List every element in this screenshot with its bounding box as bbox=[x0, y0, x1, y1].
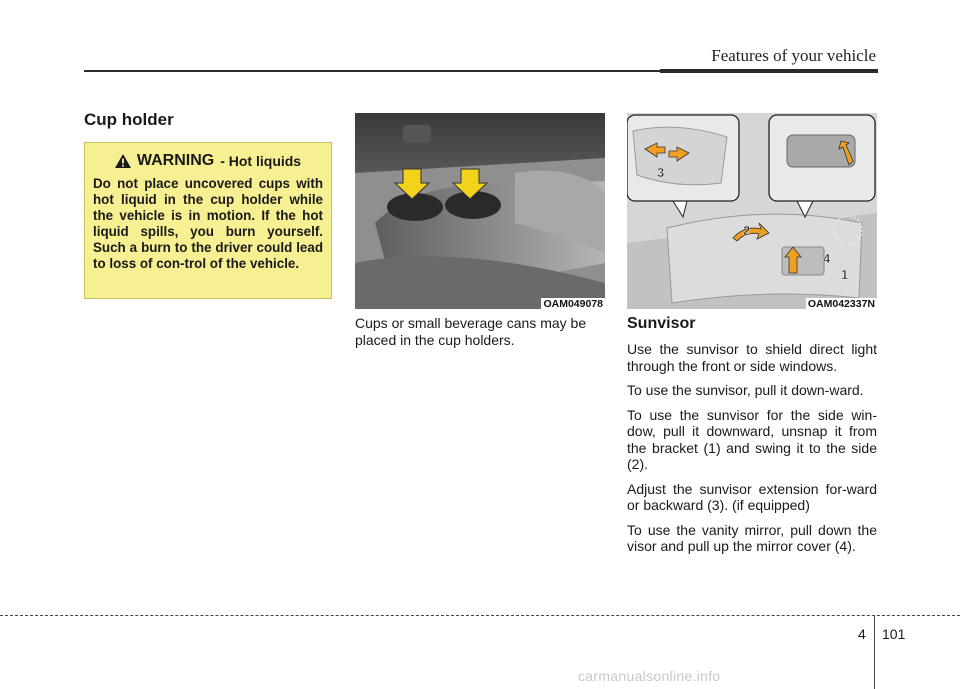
page-number: 101 bbox=[882, 626, 906, 642]
sunvisor-section bbox=[627, 315, 877, 555]
warning-text: Do not place uncovered cups with hot liquid in the cup holder while the vehicle is in motion. If the hot liquid spills, you burn yourself. Such a burn to the driver could lead to loss of con-trol of the vehicle. bbox=[93, 176, 323, 271]
warning-label: WARNING bbox=[136, 152, 215, 169]
sunvisor-paragraph-2: To use the sunvisor, pull it down-ward. bbox=[627, 382, 864, 398]
chapter-number: 4 bbox=[858, 626, 866, 642]
cup-holder-title: Cup holder bbox=[84, 110, 174, 129]
sunvisor-paragraph-3: To use the sunvisor for the side win-dow, pull it downward, unsnap it from the bracket (1) and swing it to the side (2). bbox=[627, 406, 877, 472]
sunvisor-paragraph-1: Use the sunvisor to shield direct light through the front or side windows. bbox=[627, 341, 877, 374]
warning-box bbox=[84, 142, 332, 299]
footer-page-divider bbox=[874, 615, 875, 689]
sunvisor-title: Sunvisor bbox=[627, 315, 696, 332]
cup-holder-photo bbox=[355, 113, 605, 309]
callout-2: 2 bbox=[743, 223, 751, 238]
sunvisor-paragraph-5: To use the vanity mirror, pull down the visor and pull up the mirror cover (4). bbox=[627, 521, 877, 554]
callout-4: 4 bbox=[823, 251, 831, 266]
sunvisor-photo bbox=[627, 113, 877, 309]
running-header: Features of your vehicle bbox=[711, 46, 876, 65]
cup-holder-image-code: OAM049078 bbox=[543, 298, 603, 310]
callout-1: 1 bbox=[841, 267, 849, 282]
warning-heading bbox=[93, 152, 323, 170]
sunvisor-illustration bbox=[627, 113, 877, 309]
footer-dashed-rule bbox=[0, 615, 960, 616]
callout-3: 3 bbox=[657, 165, 665, 180]
cup-holder-description: Cups or small beverage cans may be placed in the cup holders. bbox=[355, 315, 587, 348]
header-rule-accent bbox=[660, 69, 878, 73]
warning-triangle-icon bbox=[115, 154, 131, 168]
warning-topic: - Hot liquids bbox=[220, 153, 302, 169]
sunvisor-paragraph-4: Adjust the sunvisor extension for-ward or backward (3). (if equipped) bbox=[627, 480, 877, 513]
sunvisor-image-code: OAM042337N bbox=[807, 298, 875, 310]
watermark: carmanualsonline.info bbox=[578, 668, 721, 684]
cup-holder-illustration bbox=[355, 113, 605, 309]
